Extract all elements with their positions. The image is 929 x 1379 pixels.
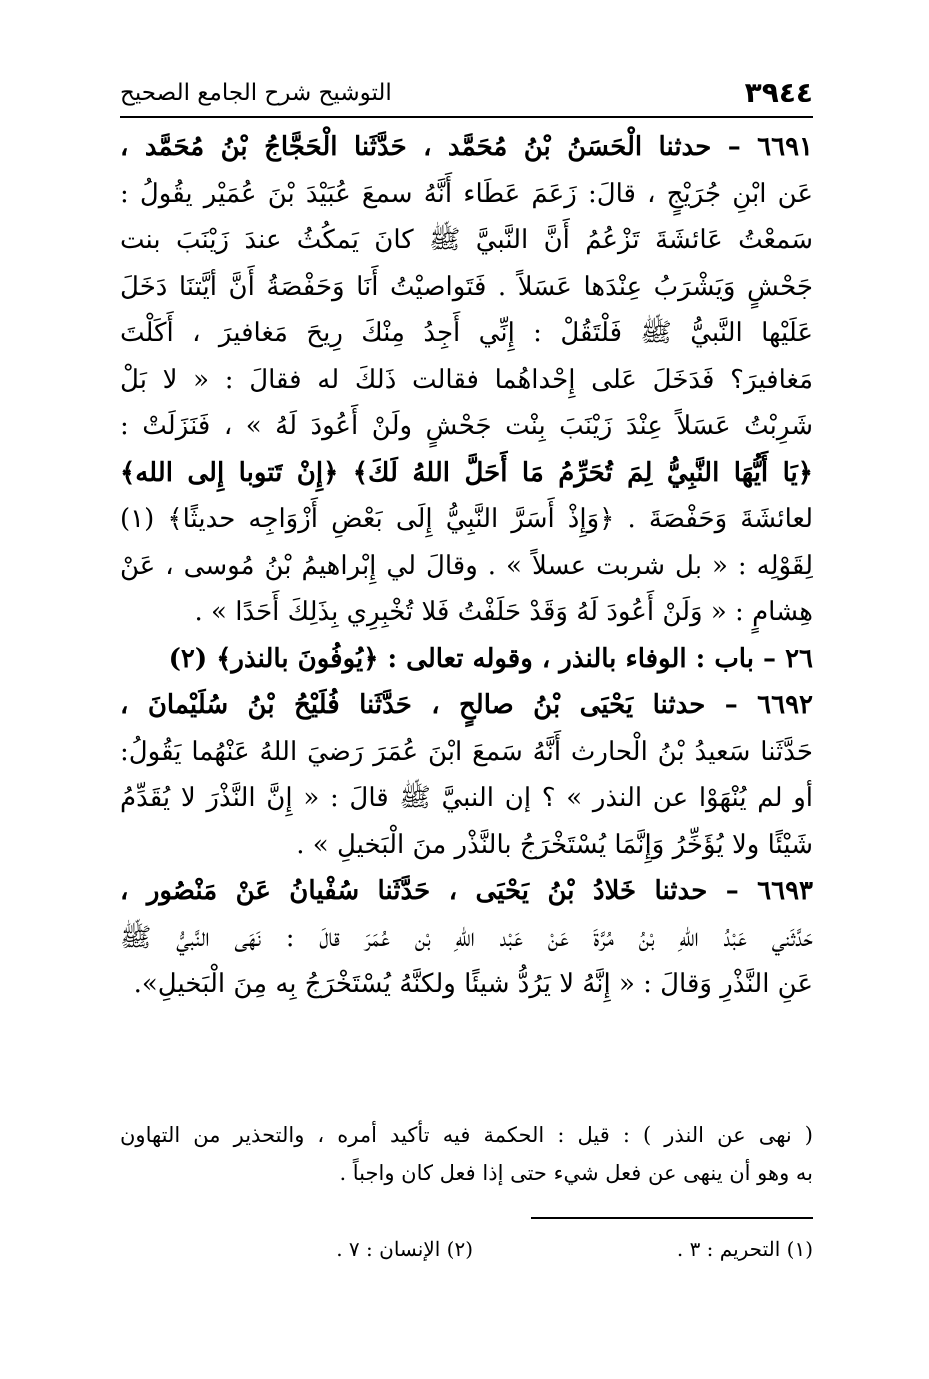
footnotes [120,1232,813,1266]
commentary [120,1116,813,1192]
text-line: أو لم يُنْهَوْا عن النذر » ؟ إن النبيَّ ﷺ قالَ : « إِنَّ النَّذْرَ لا يُقَدِّمُ [120,783,813,813]
text-line: مَغافيرَ؟ فَدَخَلَ عَلى إِحْداهُما فقالت ذَلكَ له فقالَ : « لا بَلْ [120,364,813,395]
footnote-divider [531,1217,813,1219]
text-line: لعائشَةَ وَحَفْصَةَ . ﴿وَإِذْ أَسَرَّ النَّبِيُّ إِلَى بَعْضِ أَزْوَاجِه حديثًا﴾ (١) [120,504,813,534]
text-line: شَيْئًا ولا يُؤَخِّرُ وَإِنَّمَا يُسْتَخْرَجُ بالنَّذْر منَ الْبَخيلِ » . [296,829,813,860]
text-line: عَن ابْنِ جُرَيْجٍ ، قالَ: زَعَمَ عَطَاء أَنَّهُ سمعَ عُبَيْدَ بْنَ عُمَيْر يقُولُ : [120,178,813,209]
text-line: جَحْشٍ وَيَشْرَبُ عِنْدَها عَسَلاً . فَتَواصيْتُ أَنَا وَحَفْصَةُ أَنَّ أيَّتنَا دَخَلَ [120,271,813,302]
text-line: سَمعْتُ عَائشَةَ تَزْعُمُ أَنَّ النَّبيَّ ﷺ كانَ يَمكُثُ عندَ زَيْنَبَ بنت [120,225,813,255]
text-line: شَرِبْتُ عَسَلاً عِنْدَ زَيْنَبَ بِنْت جَحْشٍ ولَنْ أَعُودَ لَهُ » ، فَنَزَلَتْ : [120,411,813,441]
commentary-line: ( نهى عن النذر ) : قيل : الحكمة فيه تأكيد أمره ، والتحذير من التهاون [120,1123,813,1147]
text-line: ٢٦ – باب : الوفاء بالنذر ، وقوله تعالى : ﴿يُوفُونَ بالنذر﴾ (٢) [168,643,813,674]
text-line: عَنِ النَّذْرِ وَقالَ : « إِنَّهُ لا يَرُدُّ شيئًا ولكنَّهُ يُسْتَخْرَجُ بِه مِنَ الْبَخيلِ». [133,969,813,999]
hadith-text [120,124,813,1008]
footnote-1: (١) التحريم : ٣ . [676,1237,813,1261]
footnote-2: (٢) الإنسان : ٧ . [336,1237,473,1261]
text-line: ٦٦٩١ – حدثنا الْحَسَنُ بْنُ مُحَمَّد ، حَدَّثَنا الْحَجَّاجُ بْنُ مُحَمَّد ، [120,132,813,162]
text-line: حَدَّثَنا سَعيدُ بْنُ الْحارث أَنَّهُ سَمعَ ابْنَ عُمَرَ رَضيَ اللهُ عَنْهُما يَقُولُ: [120,736,813,767]
text-line: ٦٦٩٢ – حدثنا يَحْيَى بْنُ صالحٍ ، حَدَّثَنا فُلَيْحُ بْنُ سُلَيْمانَ ، [120,690,813,720]
text-line: هِشامٍ : « وَلَنْ أَعُودَ لَهُ وَقَدْ حَلَفْتُ فَلا تُخْبِرِي بِذَلِكَ أَحَدًا » . [194,597,813,627]
text-line: ﴿يَا أَيُّهَا النَّبِيُّ لِمَ تُحَرِّمُ مَا أَحَلَّ اللهُ لَكَ﴾ ﴿إِنْ تَتوبا إِلى الله﴾ [120,457,813,488]
text-line: ٦٦٩٣ – حدثنا خَلادُ بْنُ يَحْيَى ، حَدَّثَنا سُفْيانُ عَنْ مَنْصُور ، [120,876,813,906]
commentary-line: به وهو أن ينهى عن فعل شيء حتى إذا فعل كان واجباً . [339,1161,813,1185]
text-line: حَدَّثَني عَبْدُ اللهِ بْنُ مُرَّةَ عَنْ عَبْد اللهِ بْن عُمَرَ قالَ : نَهَى النَّبيُّ ﷺ [120,922,813,953]
text-line: لِقَوْلِه : « بل شربت عسلاً » . وقالَ لي إِبْراهيمُ بْنُ مُوسى ، عَنْ [120,550,813,581]
page-header [120,70,813,118]
text-line: عَلَيْها النَّبيُّ ﷺ فَلْتَقُلْ : إِنِّي أَجِدُ مِنْكَ رِيحَ مَغافيرَ ، أَكَلْتَ [120,318,813,348]
page-number: ٣٩٤٤ [744,76,813,109]
book-title: التوشيح شرح الجامع الصحيح [120,80,392,106]
